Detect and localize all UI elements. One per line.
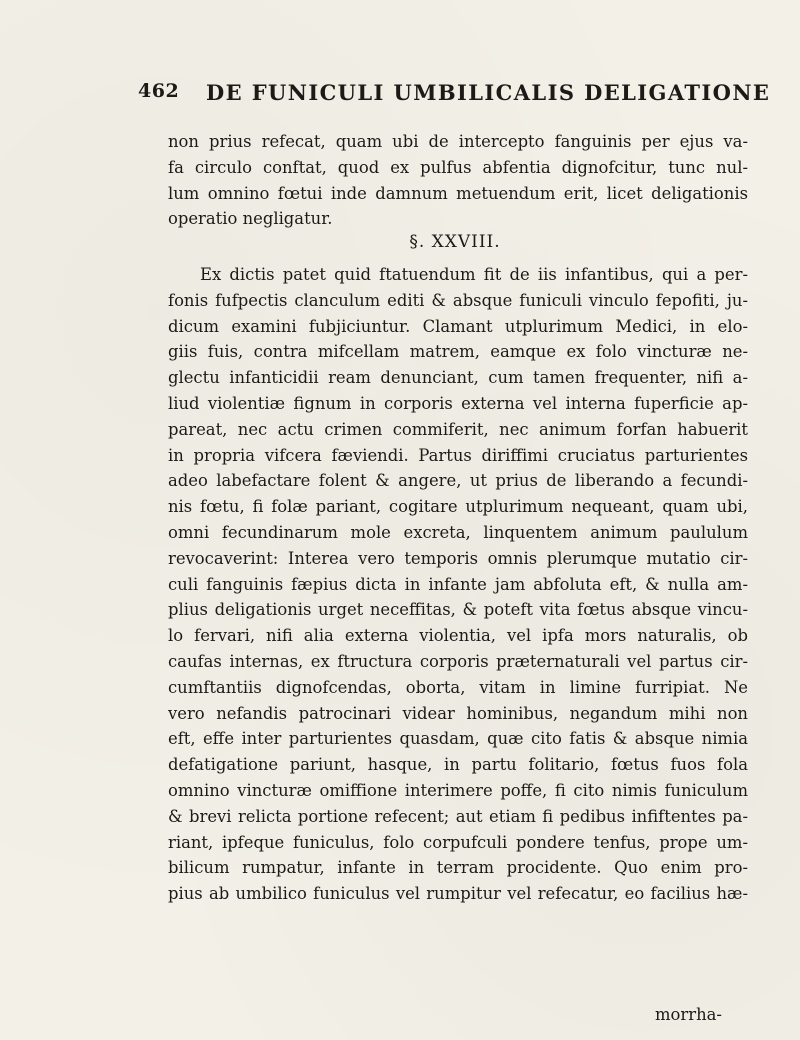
text-line: in propria vifcera fæviendi. Partus diriffimi cruciatus parturientes [168, 445, 748, 465]
text-line: culi fanguinis fæpius dicta in infante jam abfoluta eft, & nulla am- [168, 574, 748, 594]
text-line: lum omnino fœtui inde damnum metuendum erit, licet deligationis [168, 183, 748, 203]
text-line: pius ab umbilico funiculus vel rumpitur vel refecatur, eo facilius hæ- [168, 884, 748, 904]
text-line: bilicum rumpatur, infante in terram procidente. Quo enim pro- [168, 858, 748, 878]
text-line: riant, ipfeque funiculus, folo corpufculi pondere tenfus, prope um- [168, 832, 748, 852]
text-line: caufas internas, ex ftructura corporis præternaturali vel partus cir- [168, 651, 748, 671]
text-line: adeo labefactare folent & angere, ut prius de liberando a fecundi- [168, 471, 748, 491]
catchword: morrha- [655, 1005, 722, 1024]
text-line: dicum examini fubjiciuntur. Clamant utplurimum Medici, in elo- [168, 316, 748, 336]
text-line: giis fuis, contra mifcellam matrem, eamque ex folo vincturæ ne- [168, 342, 748, 362]
text-line: omni fecundinarum mole excreta, linquentem animum paululum [168, 522, 748, 542]
page-header [138, 80, 771, 120]
text-line: revocaverint: Interea vero temporis omnis plerumque mutatio cir- [168, 548, 748, 568]
text-line: lo fervari, nifi alia externa violentia, vel ipfa mors naturalis, ob [168, 626, 748, 646]
text-line: defatigatione pariunt, hasque, in partu folitario, fœtus fuos fola [168, 755, 748, 775]
paragraph-2 [168, 262, 748, 907]
text-line: Ex dictis patet quid ftatuendum fit de iis infantibus, qui a per- [200, 265, 748, 284]
text-line: glectu infanticidii ream denunciant, cum tamen frequenter, nifi a- [168, 368, 748, 388]
text-line: non prius refecat, quam ubi de intercepto fanguinis per ejus va- [168, 132, 748, 151]
page-number: 462 [138, 80, 180, 102]
paragraph-1 [168, 129, 748, 232]
text-line: plius deligationis urget neceffitas, & poteft vita fœtus absque vincu- [168, 600, 748, 620]
text-line: fonis fufpectis clanculum editi & absque funiculi vinculo fepofiti, ju- [168, 290, 748, 310]
text-line: eft, effe inter parturientes quasdam, quæ cito fatis & absque nimia [168, 729, 748, 749]
running-title: DE FUNICULI UMBILICALIS DELIGATIONE [206, 80, 771, 105]
text-line: liud violentiæ fignum in corporis externa vel interna fuperficie ap- [168, 393, 748, 413]
text-line: nis fœtu, fi folæ pariant, cogitare utplurimum nequeant, quam ubi, [168, 497, 748, 517]
text-line: vero nefandis patrocinari videar hominibus, negandum mihi non [168, 703, 748, 723]
section-heading: §. XXVIII. [409, 232, 501, 252]
text-line: pareat, nec actu crimen commiferit, nec animum forfan habuerit [168, 419, 748, 439]
text-line: operatio negligatur. [168, 209, 333, 229]
text-line: cumftantiis dignofcendas, oborta, vitam in limine furripiat. Ne [168, 677, 748, 697]
text-line: & brevi relicta portione refecent; aut etiam fi pedibus infiftentes pa- [168, 806, 748, 826]
text-line: fa circulo conftat, quod ex pulfus abfentia dignofcitur, tunc nul- [168, 157, 748, 177]
text-line: omnino vincturæ omiffione interimere poffe, fi cito nimis funiculum [168, 780, 748, 800]
